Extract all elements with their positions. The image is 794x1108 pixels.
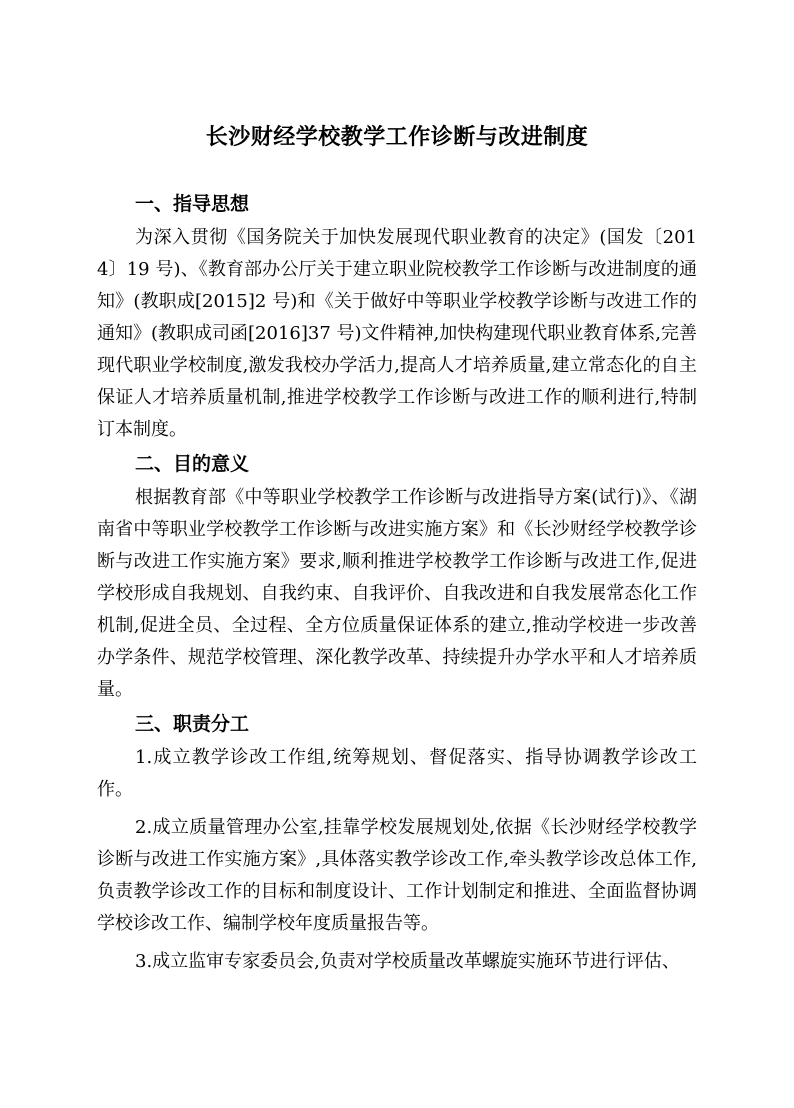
paragraph: 3.成立监审专家委员会,负责对学校质量改革螺旋实施环节进行评估、	[135, 951, 680, 972]
paragraph: 2.成立质量管理办公室,挂靠学校发展规划处,依据《长沙财经学校教学诊断与改进工作实施方案》,具体落实教学诊改工作,牵头教学诊改总体工作,负责教学诊改工作的目标和制度设计、工作计划制定和推进、全面监督协调学校诊改工作、编制学校年度质量报告等。	[97, 817, 697, 934]
section-heading-purpose: 二、目的意义	[135, 453, 250, 475]
paragraph: 为深入贯彻《国务院关于加快发展现代职业教育的决定》(国发〔2014〕19 号)、《教育部办公厅关于建立职业院校教学工作诊断与改进制度的通知》(教职成[2015]2 号)和《关于做好中等职业学校教学诊断与改进工作的通知》(教职成司函[2016]37 号)文件精神,加快构建现代职业教育体系,完善现代职业学校制度,激发我校办学活力,提高人才培养质量,建立常态化的自主保证人才培养质量机制,推进学校教学工作诊断与改进工作的顺利进行,特制订本制度。	[97, 227, 697, 440]
document-body	[97, 188, 697, 980]
paragraph: 1.成立教学诊改工作组,统筹规划、督促落实、指导协调教学诊改工作。	[97, 747, 697, 800]
section-heading-guiding-ideology: 一、指导思想	[135, 193, 250, 215]
section-heading-responsibilities: 三、职责分工	[135, 713, 250, 735]
document-title: 长沙财经学校教学工作诊断与改进制度	[205, 125, 589, 150]
paragraph: 根据教育部《中等职业学校教学工作诊断与改进指导方案(试行)》、《湖南省中等职业学校教学工作诊断与改进实施方案》和《长沙财经学校教学诊断与改进工作实施方案》要求,顺利推进学校教学工作诊断与改进工作,促进学校形成自我规划、自我约束、自我评价、自我改进和自我发展常态化工作机制,促进全员、全过程、全方位质量保证体系的建立,推动学校进一步改善办学条件、规范学校管理、深化教学改革、持续提升办学水平和人才培养质量。	[97, 487, 697, 700]
